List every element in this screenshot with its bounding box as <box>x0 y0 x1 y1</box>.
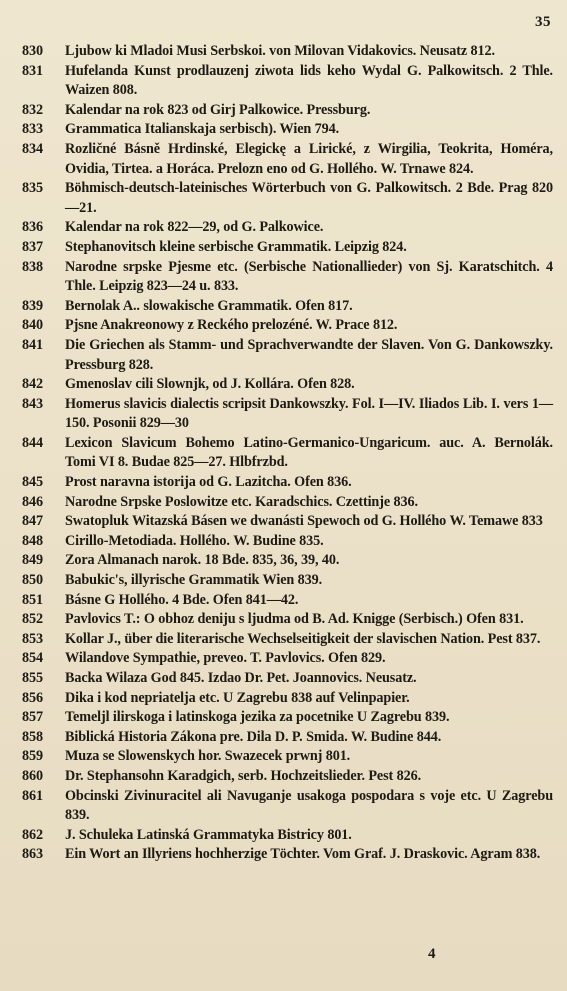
entry-text: Pjsne Anakreonowy z Reckého prelozéné. W. Prace 812. <box>65 317 398 334</box>
catalog-entry <box>22 630 553 650</box>
entry-text: Gmenoslav cili Slownjk, od J. Kollára. Ofen 828. <box>65 376 355 393</box>
entry-text: Kalendar na rok 823 od Girj Palkowice. Pressburg. <box>65 101 371 118</box>
entry-text: Básne G Holléhο. 4 Bde. Ofen 841—42. <box>65 591 299 608</box>
catalog-entry <box>22 179 553 218</box>
catalog-entry-list <box>22 42 553 865</box>
catalog-entry <box>22 473 553 493</box>
entry-number: 831 <box>22 62 43 79</box>
entry-number: 850 <box>22 572 43 589</box>
page-number: 35 <box>535 14 551 30</box>
entry-number: 849 <box>22 552 43 569</box>
entry-text: Bernolak A.. slowakische Grammatik. Ofen 817. <box>65 297 353 314</box>
entry-text: Dika i kod nepriatelja etc. U Zagrebu 838 auf Velinpapier. <box>65 689 410 706</box>
entry-text: Cirillo-Metodiada. Holléhο. W. Budine 835. <box>65 532 324 549</box>
catalog-entry <box>22 708 553 728</box>
catalog-entry <box>22 728 553 748</box>
catalog-entry <box>22 42 553 62</box>
entry-number: 859 <box>22 748 43 765</box>
entry-number: 841 <box>22 336 43 353</box>
entry-number: 845 <box>22 474 43 491</box>
catalog-entry <box>22 591 553 611</box>
entry-text: Homerus slavicis dialectis scripsit Dankowszky. Fol. I—IV. Iliados Lib. I. vers 1—150. Posonii 829—30 <box>65 395 553 432</box>
entry-number: 837 <box>22 238 43 255</box>
entry-number: 848 <box>22 532 43 549</box>
catalog-entry <box>22 101 553 121</box>
catalog-entry <box>22 238 553 258</box>
entry-text: Babukic's, illyrische Grammatik Wien 839. <box>65 572 323 589</box>
catalog-entry <box>22 845 553 865</box>
entry-text: Obcinski Zivinuracitel ali Navuganje usakoga pospodara s voje etc. U Zagrebu 839. <box>65 787 553 824</box>
entry-number: 855 <box>22 670 43 686</box>
entry-number: 863 <box>22 846 43 863</box>
catalog-entry <box>22 551 553 571</box>
entry-number: 840 <box>22 317 43 334</box>
entry-text: Ein Wort an Illyriens hochherzige Töchter. Vom Graf. J. Draskovic. Agram 838. <box>65 846 541 863</box>
catalog-entry <box>22 218 553 238</box>
entry-number: 839 <box>22 297 43 314</box>
entry-number: 830 <box>22 43 43 59</box>
entry-text: Muza se Slowenskych hor. Swazecek prwnj 801. <box>65 748 351 765</box>
signature-mark: 4 <box>428 946 436 962</box>
catalog-entry <box>22 669 553 689</box>
entry-number: 860 <box>22 767 43 784</box>
entry-text: Prost naravna istorija od G. Lazitcha. Ofen 836. <box>65 474 352 491</box>
entry-text: Kalendar na rok 822—29, od G. Palkowice. <box>65 219 324 236</box>
catalog-entry <box>22 258 553 297</box>
entry-text: Narodne srpske Pjesme etc. (Serbische Nationallieder) von Sj. Karatschitch. 4 Thle. Leipzig 823—24 u. 833. <box>65 258 553 295</box>
catalog-entry <box>22 336 553 375</box>
entry-number: 847 <box>22 513 43 530</box>
catalog-entry <box>22 689 553 709</box>
entry-text: Rozličné Básně Hrdinské, Elegickę a Lirické, z Wirgilia, Teokrita, Homéra, Ovidia, Tirtea. a Horáca. Prelozn eno od G. Holléhο. W. Trnawe 824. <box>65 140 553 177</box>
catalog-entry <box>22 747 553 767</box>
entry-text: Zora Almanach narok. 18 Bde. 835, 36, 39, 40. <box>65 552 340 569</box>
entry-number: 856 <box>22 689 43 706</box>
entry-number: 861 <box>22 787 43 804</box>
entry-text: Narodne Srpske Poslowitze etc. Karadschics. Czettinje 836. <box>65 493 418 510</box>
entry-text: Wilandove Sympathie, preveo. T. Pavlovics. Ofen 829. <box>65 650 386 667</box>
entry-text: Dr. Stephansohn Karadgich, serb. Hochzeitslieder. Pest 826. <box>65 767 422 784</box>
entry-number: 835 <box>22 180 43 197</box>
catalog-entry <box>22 395 553 434</box>
entry-number: 862 <box>22 826 43 843</box>
entry-text: Ljubow ki Mladoi Musi Serbskoi. von Milovan Vidakovics. Neusatz 812. <box>65 43 495 59</box>
catalog-entry <box>22 826 553 846</box>
entry-number: 851 <box>22 591 43 608</box>
catalog-entry <box>22 316 553 336</box>
entry-number: 838 <box>22 258 43 275</box>
catalog-entry <box>22 297 553 317</box>
entry-text: Pavlovics T.: O obhoz deniju s ljudma od B. Ad. Knigge (Serbisch.) Ofen 831. <box>65 611 524 628</box>
entry-number: 832 <box>22 101 43 118</box>
catalog-entry <box>22 571 553 591</box>
entry-text: Biblická Historia Zákona pre. Dila D. P. Smida. W. Budine 844. <box>65 728 442 745</box>
catalog-entry <box>22 532 553 552</box>
catalog-entry <box>22 140 553 179</box>
catalog-entry <box>22 767 553 787</box>
entry-number: 857 <box>22 709 43 726</box>
catalog-entry <box>22 610 553 630</box>
entry-number: 842 <box>22 376 43 393</box>
entry-number: 858 <box>22 728 43 745</box>
entry-text: Lexicon Slavicum Bohemo Latino-Germanico-Ungaricum. auc. A. Bernolák. Tomi VI 8. Budae 825—27. Hlbfrzbd. <box>65 434 553 471</box>
entry-text: J. Schuleka Latinská Grammatyka Bistricy 801. <box>65 826 352 843</box>
entry-text: Grammatica Italianskaja serbisch). Wien 794. <box>65 121 340 138</box>
entry-number: 854 <box>22 650 43 667</box>
entry-number: 834 <box>22 140 43 157</box>
catalog-entry <box>22 512 553 532</box>
catalog-entry <box>22 493 553 513</box>
entry-text: Backa Wilaza God 845. Izdao Dr. Pet. Joannovics. Neusatz. <box>65 670 417 686</box>
entry-text: Stephanovitsch kleine serbische Grammatik. Leipzig 824. <box>65 238 407 255</box>
entry-text: Kollar J., über die literarische Wechselseitigkeit der slavischen Nation. Pest 837. <box>65 630 541 647</box>
entry-text: Swatopluk Witazská Básen we dwanásti Spewoch od G. Holléhο W. Temawe 833 <box>65 513 543 530</box>
entry-text: Hufelanda Kunst prodlauzenj ziwota lids keho Wydal G. Palkowitsch. 2 Thle. Waizen 808. <box>65 62 553 99</box>
entry-number: 853 <box>22 630 43 647</box>
catalog-entry <box>22 62 553 101</box>
entry-number: 836 <box>22 219 43 236</box>
entry-number: 843 <box>22 395 43 412</box>
entry-number: 846 <box>22 493 43 510</box>
entry-number: 844 <box>22 434 43 451</box>
catalog-entry <box>22 120 553 140</box>
catalog-entry <box>22 649 553 669</box>
catalog-entry <box>22 375 553 395</box>
catalog-entry <box>22 787 553 826</box>
entry-number: 833 <box>22 121 43 138</box>
catalog-entry <box>22 434 553 473</box>
entry-number: 852 <box>22 611 43 628</box>
entry-text: Böhmisch-deutsch-lateinisches Wörterbuch von G. Palkowitsch. 2 Bde. Prag 820—21. <box>65 180 553 216</box>
entry-text: Temeljl ilirskoga i latinskoga jezika za pocetnike U Zagrebu 839. <box>65 709 450 726</box>
entry-text: Die Griechen als Stamm- und Sprachverwandte der Slaven. Von G. Dankowszky. Pressburg 828. <box>65 336 553 373</box>
